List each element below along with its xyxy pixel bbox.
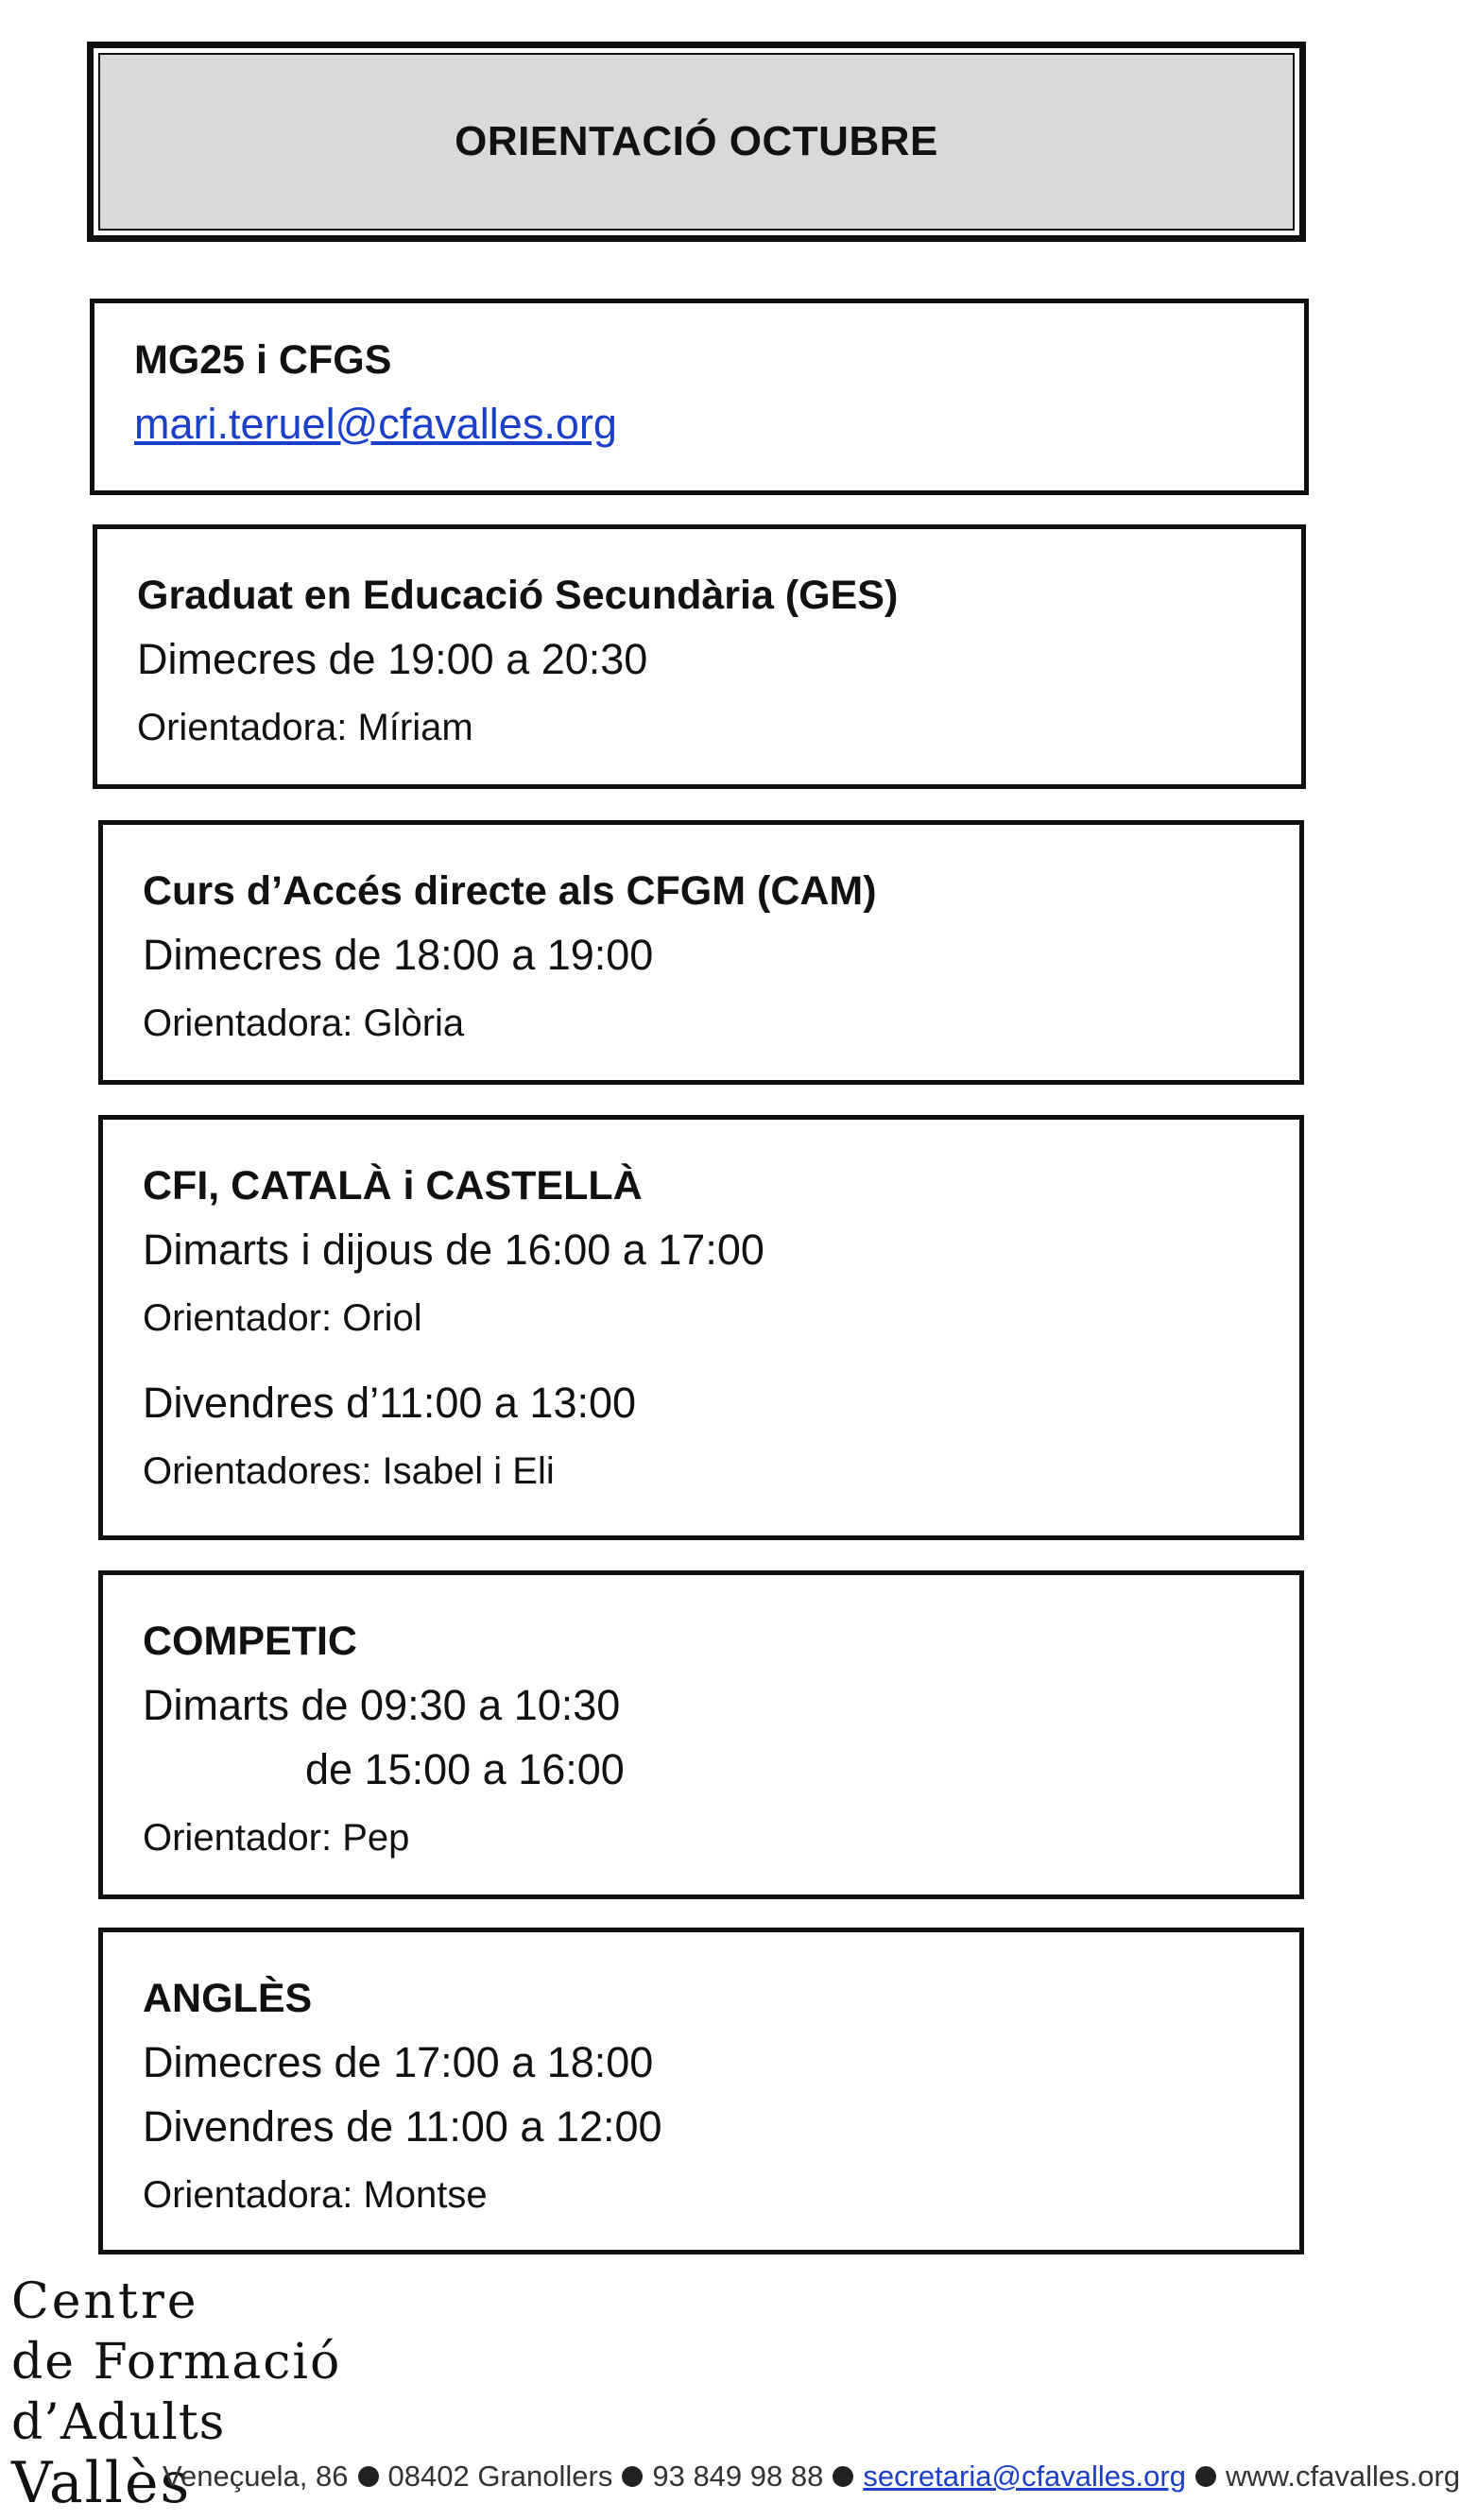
footer-address: Veneçuela, 86 (163, 2460, 349, 2493)
counselor-text: Orientadora: Glòria (143, 1003, 465, 1044)
section-mg25-cfgs (90, 299, 1309, 495)
footer-phone: 93 849 98 88 (652, 2460, 824, 2493)
section-title: MG25 i CFGS (134, 337, 392, 383)
logo-line: Centre (11, 2273, 199, 2330)
counselor-text-2: Orientadores: Isabel i Eli (143, 1450, 555, 1492)
section-title: COMPETIC (143, 1619, 357, 1664)
spacer (143, 1354, 1260, 1371)
section-title: ANGLÈS (143, 1976, 313, 2021)
logo-line: Vallès (11, 2450, 192, 2516)
section-title: Curs d’Accés directe als CFGM (CAM) (143, 868, 877, 914)
schedule-text: Dimecres de 19:00 a 20:30 (137, 635, 648, 683)
section-title: Graduat en Educació Secundària (GES) (137, 573, 899, 618)
counselor-text: Orientadora: Míriam (137, 707, 473, 748)
logo-line: de Formació (11, 2334, 342, 2391)
footer-website[interactable]: www.cfavalles.org (1225, 2460, 1460, 2493)
section-competic (98, 1570, 1304, 1899)
footer-email-link[interactable]: secretaria@cfavalles.org (863, 2460, 1186, 2493)
section-ges (93, 524, 1306, 789)
section-cfi (98, 1115, 1304, 1540)
schedule-text: Dimarts i dijous de 16:00 a 17:00 (143, 1226, 764, 1274)
schedule-text: Dimecres de 17:00 a 18:00 (143, 2038, 654, 2086)
title-inner (98, 53, 1295, 231)
email-link[interactable]: mari.teruel@cfavalles.org (134, 400, 617, 448)
page-title: ORIENTACIÓ OCTUBRE (455, 118, 938, 164)
footer-city: 08402 Granollers (387, 2460, 613, 2493)
schedule-text: Dimarts de 09:30 a 10:30 (143, 1681, 621, 1729)
logo-line: d’Adults (11, 2394, 226, 2451)
counselor-text: Orientadora: Montse (143, 2174, 488, 2216)
bullet-icon (1195, 2466, 1216, 2487)
schedule-text: Dimecres de 18:00 a 19:00 (143, 931, 654, 979)
bullet-icon (833, 2466, 853, 2487)
bullet-icon (622, 2466, 643, 2487)
schedule-text-continued: de 15:00 a 16:00 (305, 1745, 625, 1793)
bullet-icon (358, 2466, 379, 2487)
title-box (87, 42, 1306, 242)
counselor-text: Orientador: Pep (143, 1817, 410, 1859)
schedule-text-2: Divendres de 11:00 a 12:00 (143, 2102, 662, 2151)
schedule-text-2: Divendres d’11:00 a 13:00 (143, 1379, 637, 1427)
counselor-text: Orientador: Oriol (143, 1297, 422, 1339)
section-title: CFI, CATALÀ i CASTELLÀ (143, 1163, 643, 1209)
footer-contact (163, 2460, 1460, 2494)
section-angles (98, 1928, 1304, 2254)
section-cam (98, 820, 1304, 1085)
